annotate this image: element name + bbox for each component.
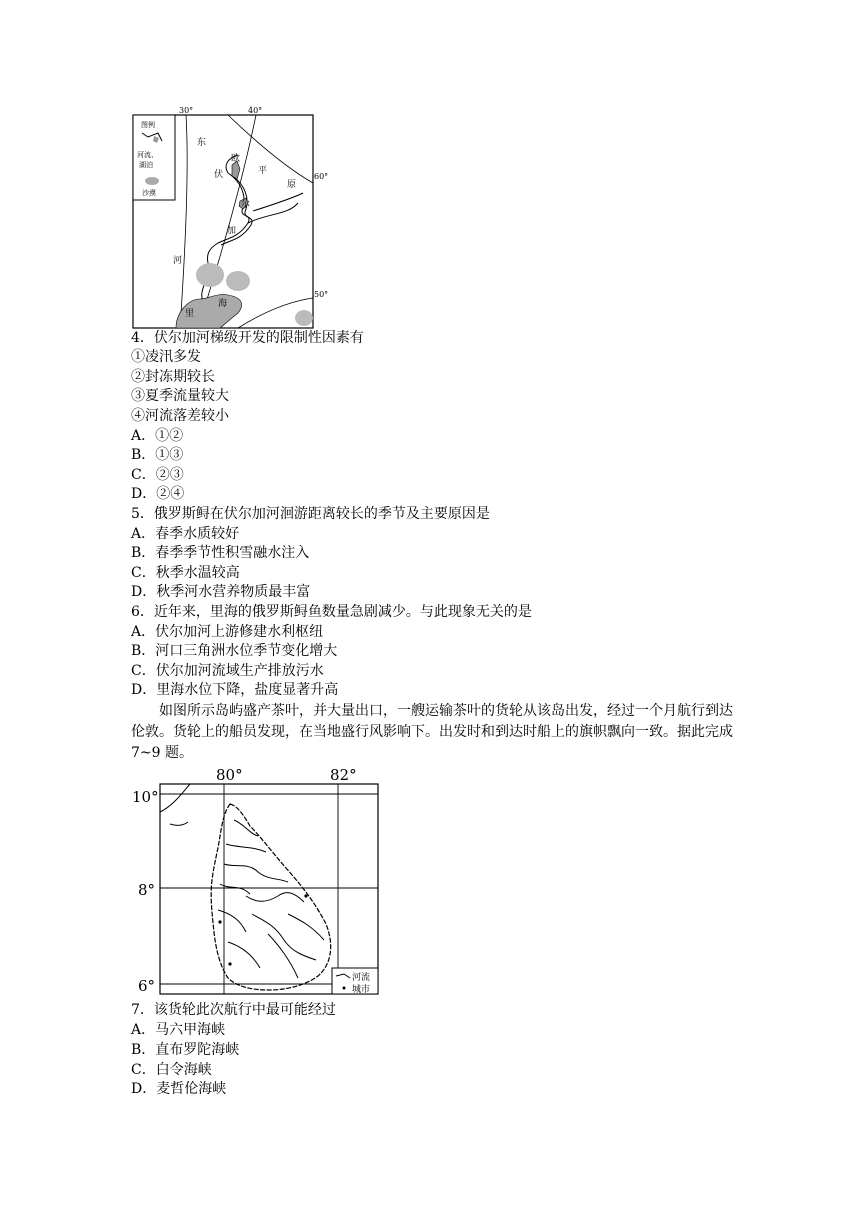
q5-option-a: A．春季水质较好 (131, 526, 240, 542)
q7-option-c: C．白令海峡 (131, 1062, 212, 1078)
q4-item-2: ②封冻期较长 (131, 369, 215, 385)
q5-option-c: C．秋季水温较高 (131, 565, 240, 581)
intro-paragraph (131, 701, 741, 764)
map1-legend-desert: 沙漠 (142, 189, 156, 197)
q6-option-b: B．河口三角洲水位季节变化增大 (131, 643, 338, 659)
island-outline (211, 804, 331, 990)
map1-lon-40: 40° (248, 106, 263, 115)
map2-lat-10: 10° (132, 788, 159, 806)
q4-option-a: A．①② (131, 428, 184, 444)
map1-label-er: 尔 (241, 200, 251, 210)
map1-label-li: 里 (185, 309, 195, 319)
map1-label-ping: 平 (258, 166, 268, 176)
map1-label-yuan: 原 (287, 180, 297, 190)
map2-lon-82: 82° (330, 766, 357, 784)
q4-option-d: D．②④ (131, 486, 185, 502)
map2-lon-80: 80° (216, 766, 243, 784)
map1-lat-50: 50° (314, 290, 329, 299)
q5-option-d: D．秋季河水营养物质最丰富 (131, 584, 311, 600)
q4-item-3: ③夏季流量较大 (131, 388, 229, 404)
q7-stem: 7．该货轮此次航行中最可能经过 (131, 1002, 336, 1018)
sri-lanka-map (128, 764, 384, 998)
q4-item-4: ④河流落差较小 (131, 408, 229, 424)
map1-label-ou: 欧 (231, 154, 241, 164)
q5-stem: 5．俄罗斯鲟在伏尔加河洄游距离较长的季节及主要原因是 (131, 506, 490, 522)
q4-option-c: C．②③ (131, 467, 184, 483)
map1-legend-river-lake: 河流、湖泊 (137, 151, 158, 169)
map2-lat-6: 6° (138, 977, 156, 995)
map1-legend-title: 图例 (141, 121, 155, 129)
map2-lat-8: 8° (138, 881, 156, 899)
map2-legend-river: 河流 (352, 973, 371, 983)
q7-option-a: A．马六甲海峡 (131, 1022, 226, 1038)
map1-label-hai: 海 (218, 299, 228, 309)
island-rivers (218, 820, 324, 978)
q6-option-c: C．伏尔加河流域生产排放污水 (131, 663, 324, 679)
map2-legend-city: 城市 (352, 985, 371, 995)
q6-option-a: A．伏尔加河上游修建水利枢纽 (131, 624, 324, 640)
map1-label-jia: 加 (227, 226, 237, 236)
intro-text: 如图所示岛屿盛产茶叶，并大量出口，一艘运输茶叶的货轮从该岛出发，经过一个月航行到达伦敦。货轮上的船员发现，在当地盛行风影响下。出发时和到达时船上的旗帜飘向一致。据此完成 7~9 题。 (131, 703, 733, 761)
map1-label-dong: 东 (197, 138, 207, 148)
map1-legend (133, 115, 175, 200)
q6-stem: 6．近年来，里海的俄罗斯鲟鱼数量急剧减少。与此现象无关的是 (131, 604, 532, 620)
q4-stem: 4．伏尔加河梯级开发的限制性因素有 (131, 330, 364, 346)
q6-option-d: D．里海水位下降，盐度显著升高 (131, 682, 339, 698)
q4-option-b: B．①③ (131, 447, 184, 463)
volga-map (128, 103, 329, 329)
map2-legend (332, 968, 378, 995)
q4-item-1: ①凌汛多发 (131, 349, 201, 365)
q7-option-d: D．麦哲伦海峡 (131, 1081, 227, 1097)
map1-label-fu: 伏 (214, 170, 224, 180)
q7-option-b: B．直布罗陀海峡 (131, 1042, 240, 1058)
q5-option-b: B．春季季节性积雪融水注入 (131, 545, 310, 561)
map1-lat-60: 60° (314, 172, 329, 181)
map1-label-he: 河 (173, 256, 183, 266)
map1-lon-30: 30° (179, 106, 194, 115)
